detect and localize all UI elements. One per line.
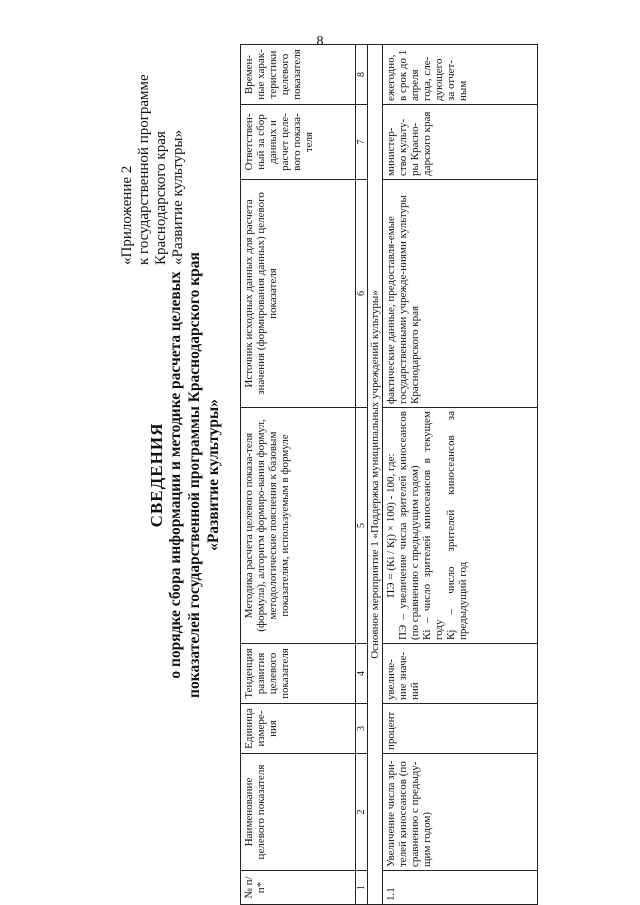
heading-line: показателей государственной программы Краснодарского края xyxy=(186,252,203,698)
method-line: ПЭ – увеличение числа зрителей киносеансов (по сравнению с предыдущим годом) xyxy=(397,411,421,640)
header-cell-method: Методика расчета целевого показа-теля (формула), алгоритм формиро-вания формул, методологические пояснения к базовым показателям, используемым в формуле xyxy=(241,408,356,644)
heading-line: «Развитие культуры» xyxy=(205,399,222,551)
header-cell-name: Наименование целевого показателя xyxy=(241,754,356,871)
indicator-method xyxy=(383,408,538,644)
indicators-table-wrap xyxy=(240,45,565,905)
column-number: 5 xyxy=(356,408,368,644)
indicator-trend: увеличе-ние значе-ний xyxy=(383,644,538,704)
appendix-line: к государственной программе xyxy=(136,74,152,265)
column-number: 8 xyxy=(356,45,368,105)
table-row xyxy=(383,45,538,905)
method-formula: ПЭ = (Кi / Кj) × 100) - 100, где: xyxy=(385,453,397,598)
header-cell-timing: Времен-ные харак-теристики целевого показателя xyxy=(241,45,356,105)
header-cell-trend: Тенденция развития целевого показателя xyxy=(241,644,356,704)
appendix-line: «Развитие культуры» xyxy=(170,129,186,265)
table-header-row xyxy=(241,45,356,905)
method-line: Кj – число зрителей киносеансов за предыдущий год xyxy=(445,411,469,640)
indicator-responsible: министер-ство культу-ры Красно-дарского края xyxy=(383,105,538,180)
section-row xyxy=(368,45,383,905)
indicator-source: фактические данные, предоставля-емые государственными учрежде-ниями культуры Краснодарского края xyxy=(383,180,538,408)
landscape-page xyxy=(57,45,577,905)
indicator-timing: ежегодно, в срок до 1 апреля года, сле-дующего за отчет-ным xyxy=(383,45,538,105)
header-cell-source: Источник исходных данных для расчета значения (формирования данных) целевого показателя xyxy=(241,180,356,408)
appendix-line: Краснодарского края xyxy=(153,131,169,265)
method-line: Кi – число зрителей киносеансов в текущем году xyxy=(421,411,445,640)
document-heading xyxy=(147,45,223,905)
header-cell-unit: Единица измере-ния xyxy=(241,704,356,754)
column-number: 7 xyxy=(356,105,368,180)
page-number: 8 xyxy=(316,34,324,49)
heading-title: СВЕДЕНИЯ xyxy=(147,422,166,528)
section-title: Основное мероприятие 1 «Поддержка муниципальных учреждений культуры» xyxy=(368,45,383,905)
appendix-line: «Приложение 2 xyxy=(119,165,135,265)
row-number: 1.1 xyxy=(383,871,538,905)
indicators-table xyxy=(240,44,538,905)
indicator-unit: процент xyxy=(383,704,538,754)
column-number: 3 xyxy=(356,704,368,754)
column-number: 4 xyxy=(356,644,368,704)
indicator-name: Увеличение числа зри-телей киносеансов (по сравнению с предыду-щим годом) xyxy=(383,754,538,871)
column-number: 1 xyxy=(356,871,368,905)
column-number: 6 xyxy=(356,180,368,408)
header-cell-number: № п/п* xyxy=(241,871,356,905)
column-number: 2 xyxy=(356,754,368,871)
heading-line: о порядке сбора информации и методике расчета целевых xyxy=(167,271,184,679)
header-cell-responsible: Ответствен-ный за сбор данных и расчет целе-вого показа-теля xyxy=(241,105,356,180)
column-number-row xyxy=(356,45,368,905)
